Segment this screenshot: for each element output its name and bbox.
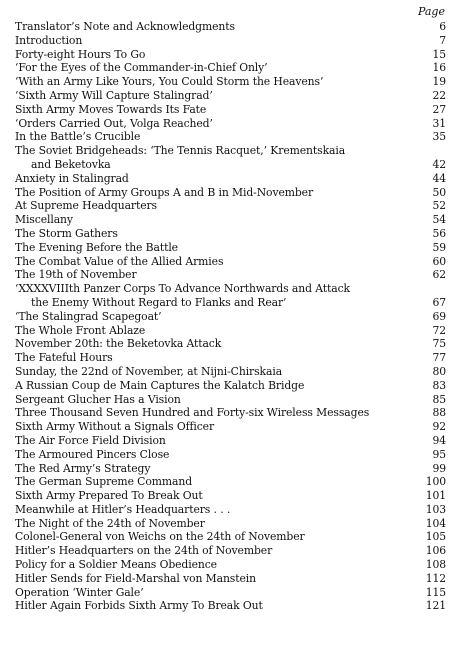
toc-entry <box>15 241 447 255</box>
page-column-header: Page <box>417 5 445 18</box>
toc-entry-title <box>15 489 416 503</box>
toc-entry-title <box>15 406 416 420</box>
toc-entry-title-line: The Storm Gathers <box>15 226 118 240</box>
toc-entry-page-number: 108 <box>425 558 446 572</box>
toc-entry-page-number: 72 <box>432 323 446 337</box>
toc-entry <box>15 572 447 586</box>
toc-entry-title <box>15 544 416 558</box>
toc-entry-title <box>15 324 416 338</box>
toc-entry <box>15 227 447 241</box>
toc-entry-page-number: 60 <box>432 254 446 268</box>
toc-entry <box>15 489 447 503</box>
toc-entry-title-line: Anxiety in Stalingrad <box>15 171 129 185</box>
toc-entry-page-number: 44 <box>432 171 446 185</box>
toc-entry-title-line: Sergeant Glucher Has a Vision <box>15 392 181 406</box>
toc-entry <box>15 544 447 558</box>
toc-entry <box>15 186 447 200</box>
toc-entry-page-number: 16 <box>432 61 446 75</box>
toc-entry <box>15 517 447 531</box>
toc-entry <box>15 365 447 379</box>
toc-entry-title-line: ‘The Stalingrad Scapegoat’ <box>15 309 162 323</box>
toc-entry-title-line: The Fateful Hours <box>15 351 113 365</box>
toc-entry-title <box>15 34 416 48</box>
toc-entry <box>15 75 447 89</box>
toc-entry-page-number: 88 <box>432 406 446 420</box>
toc-entry-page-number: 67 <box>432 295 446 309</box>
toc-entry <box>15 324 447 338</box>
toc-entry-title-continuation: and Beketovka <box>31 157 111 171</box>
toc-entry-title-line: The Red Army’s Strategy <box>15 461 151 475</box>
toc-entry-title-line: Sixth Army Prepared To Break Out <box>15 489 203 503</box>
toc-entry-page-number: 83 <box>432 378 446 392</box>
toc-entry-page-number: 7 <box>439 33 446 47</box>
toc-entry-title-line: Colonel-General von Weichs on the 24th of November <box>15 530 305 544</box>
toc-entry-title-line: ‘With an Army Like Yours, You Could Storm the Heavens’ <box>15 75 324 89</box>
toc-entry <box>15 144 447 172</box>
toc-entry <box>15 34 447 48</box>
toc-entry-title-line: ‘XXXXVIIIth Panzer Corps To Advance Northwards and Attack <box>15 282 350 296</box>
toc-entry <box>15 48 447 62</box>
toc-entry <box>15 199 447 213</box>
toc-entry-title-line: Introduction <box>15 33 83 47</box>
toc-entry-title <box>15 241 416 255</box>
toc-entry-title-line: Forty-eight Hours To Go <box>15 47 146 61</box>
toc-entry <box>15 503 447 517</box>
toc-entry-title <box>15 255 416 269</box>
toc-entry-title <box>15 517 416 531</box>
toc-entry-title <box>15 337 416 351</box>
toc-entry-title-line: Hitler Again Forbids Sixth Army To Break Out <box>15 599 263 613</box>
toc-entry-title <box>15 172 416 186</box>
toc-entry-page-number: 100 <box>425 475 446 489</box>
toc-entry-title-line: Hitler Sends for Field-Marshal von Manstein <box>15 571 256 585</box>
toc-entry <box>15 434 447 448</box>
toc-entry-page-number: 35 <box>432 130 446 144</box>
toc-entry-page-number: 19 <box>432 75 446 89</box>
toc-entry <box>15 599 447 613</box>
toc-entry <box>15 20 447 34</box>
toc-entry <box>15 530 447 544</box>
toc-entry <box>15 61 447 75</box>
toc-entry-page-number: 95 <box>432 447 446 461</box>
toc-entry-title <box>15 48 416 62</box>
toc-entry-title-line: ‘Orders Carried Out, Volga Reached’ <box>15 116 213 130</box>
toc-entry-title <box>15 144 416 172</box>
toc-entry-title-line: The Air Force Field Division <box>15 433 166 447</box>
toc-entry-title <box>15 572 416 586</box>
toc-entry-title <box>15 503 416 517</box>
toc-entry-page-number: 106 <box>425 544 446 558</box>
toc-entry-title-line: Policy for a Soldier Means Obedience <box>15 558 217 572</box>
toc-entry <box>15 462 447 476</box>
toc-entry-page-number: 22 <box>432 88 446 102</box>
toc-entry-title <box>15 393 416 407</box>
toc-entry-title-line: A Russian Coup de Main Captures the Kalatch Bridge <box>15 378 305 392</box>
toc-entry <box>15 130 447 144</box>
toc-entry-title <box>15 89 416 103</box>
toc-entry-title-line: The Armoured Pincers Close <box>15 447 170 461</box>
toc-entry-title-line: Hitler’s Headquarters on the 24th of November <box>15 544 273 558</box>
toc-entry-title-line: The Whole Front Ablaze <box>15 323 146 337</box>
toc-entry <box>15 213 447 227</box>
toc-entry-page-number: 104 <box>425 516 446 530</box>
toc-entry-title <box>15 420 416 434</box>
toc-entry-title <box>15 282 416 310</box>
toc-entry <box>15 351 447 365</box>
toc-entry <box>15 172 447 186</box>
toc-entry-title <box>15 213 416 227</box>
toc-entry-page-number: 101 <box>425 489 446 503</box>
toc-entry-title-line: Sunday, the 22nd of November, at Nijni-Chirskaia <box>15 364 283 378</box>
toc-entry-title <box>15 310 416 324</box>
toc-entry-title-line: The Soviet Bridgeheads: ‘The Tennis Racquet,’ Krementskaia <box>15 144 346 158</box>
toc-entry-page-number: 115 <box>425 585 446 599</box>
toc-entry-title <box>15 75 416 89</box>
toc-entry-title-line: The Night of the 24th of November <box>15 516 205 530</box>
toc-entry-title <box>15 379 416 393</box>
toc-entry <box>15 448 447 462</box>
toc-entry-page-number: 69 <box>432 309 446 323</box>
toc-entry-title-line: Three Thousand Seven Hundred and Forty-six Wireless Messages <box>15 406 370 420</box>
toc-entry-title-line: ‘Sixth Army Will Capture Stalingrad’ <box>15 88 213 102</box>
toc-entry-title <box>15 130 416 144</box>
toc-entry-title-line: In the Battle’s Crucible <box>15 130 141 144</box>
toc-entry-title <box>15 20 416 34</box>
toc-entry-page-number: 112 <box>425 571 446 585</box>
toc-entry-title <box>15 558 416 572</box>
toc-entry <box>15 310 447 324</box>
toc-entry-title <box>15 462 416 476</box>
toc-entry-title-line: At Supreme Headquarters <box>15 199 157 213</box>
toc-entry-title <box>15 599 416 613</box>
toc-entry-page-number: 103 <box>425 502 446 516</box>
toc-entry-title <box>15 117 416 131</box>
toc-entry-title <box>15 227 416 241</box>
toc-entry-page-number: 15 <box>432 47 446 61</box>
toc-entry <box>15 420 447 434</box>
toc-entry-page-number: 59 <box>432 240 446 254</box>
toc-entry-title-line: Miscellany <box>15 213 73 227</box>
toc-entry-title-line: Operation ‘Winter Gale’ <box>15 585 144 599</box>
toc-entry-title-line: The German Supreme Command <box>15 475 193 489</box>
toc-entry <box>15 117 447 131</box>
toc-entry-page-number: 50 <box>432 185 446 199</box>
toc-entry-title <box>15 268 416 282</box>
toc-entry <box>15 255 447 269</box>
toc-entry-page-number: 92 <box>432 420 446 434</box>
toc-entry-title <box>15 103 416 117</box>
toc-entry-page-number: 94 <box>432 433 446 447</box>
toc-entry-title-line: ‘For the Eyes of the Commander-in-Chief Only’ <box>15 61 268 75</box>
toc-entry-page-number: 62 <box>432 268 446 282</box>
toc-entry-page-number: 75 <box>432 337 446 351</box>
toc-entry-page-number: 80 <box>432 364 446 378</box>
toc-entry-title-line: Sixth Army Moves Towards Its Fate <box>15 102 207 116</box>
toc-entry <box>15 103 447 117</box>
toc-entry <box>15 89 447 103</box>
toc-entry <box>15 337 447 351</box>
toc-entry-title <box>15 61 416 75</box>
toc-entry-page-number: 27 <box>432 102 446 116</box>
toc-entry-page-number: 52 <box>432 199 446 213</box>
toc-entry-page-number: 31 <box>432 116 446 130</box>
toc-entry-page-number: 99 <box>432 461 446 475</box>
toc-entry-title <box>15 586 416 600</box>
toc-entry <box>15 406 447 420</box>
toc-entry-page-number: 77 <box>432 351 446 365</box>
toc-entry-title-line: The Evening Before the Battle <box>15 240 178 254</box>
toc-entry-title <box>15 186 416 200</box>
toc-entry-page-number: 105 <box>425 530 446 544</box>
toc-entry-title-continuation: the Enemy Without Regard to Flanks and Rear’ <box>31 295 287 309</box>
toc-entry-title <box>15 365 416 379</box>
toc-entry-page-number: 85 <box>432 392 446 406</box>
toc-entry-page-number: 6 <box>439 20 446 33</box>
toc-entry-title-line: The Position of Army Groups A and B in Mid-November <box>15 185 314 199</box>
toc-entry <box>15 282 447 310</box>
toc-entry-title <box>15 199 416 213</box>
toc-entry-title <box>15 475 416 489</box>
toc-entry <box>15 268 447 282</box>
toc-entry <box>15 558 447 572</box>
toc-entry-title <box>15 448 416 462</box>
table-of-contents <box>15 20 447 613</box>
toc-entry <box>15 379 447 393</box>
toc-entry-title <box>15 434 416 448</box>
toc-entry-title-line: Translator’s Note and Acknowledgments <box>15 20 235 33</box>
toc-entry-title-line: Sixth Army Without a Signals Officer <box>15 420 215 434</box>
toc-entry <box>15 586 447 600</box>
toc-entry <box>15 393 447 407</box>
toc-entry-page-number: 121 <box>425 599 446 613</box>
toc-entry-title-line: The 19th of November <box>15 268 137 282</box>
toc-entry-title-line: Meanwhile at Hitler’s Headquarters . . . <box>15 502 231 516</box>
toc-entry-title <box>15 351 416 365</box>
toc-entry-page-number: 42 <box>432 157 446 171</box>
toc-entry-page-number: 54 <box>432 213 446 227</box>
toc-entry-title <box>15 530 416 544</box>
toc-entry <box>15 475 447 489</box>
toc-entry-title-line: November 20th: the Beketovka Attack <box>15 337 222 351</box>
toc-entry-page-number: 56 <box>432 226 446 240</box>
toc-entry-title-line: The Combat Value of the Allied Armies <box>15 254 224 268</box>
